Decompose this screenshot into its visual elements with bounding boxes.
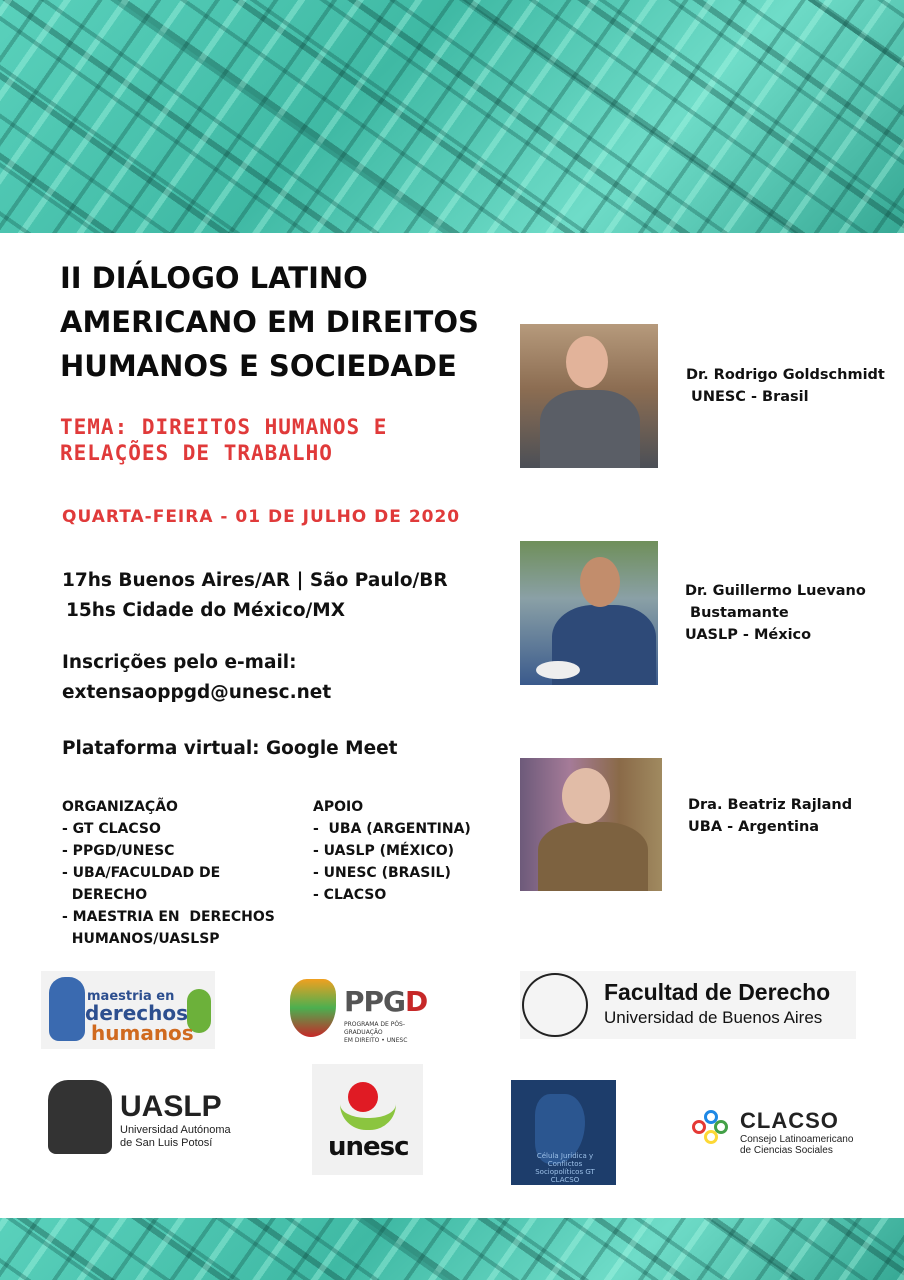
- speaker-line: UBA - Argentina: [688, 819, 820, 835]
- latin-america-map-icon: [290, 979, 336, 1037]
- maestria-logo: maestria en derechos humanos: [41, 971, 215, 1049]
- apoio-list: [313, 796, 513, 906]
- uba-logo: Facultad de Derecho Universidad de Buenos Aires: [520, 971, 856, 1039]
- time-line: 15hs Cidade do México/MX: [66, 600, 345, 621]
- title-line: HUMANOS E SOCIEDADE: [60, 349, 457, 383]
- uaslp-logo: UASLP Universidad Autónoma de San Luis Potosí: [48, 1080, 242, 1154]
- speaker-line: Bustamante: [685, 605, 789, 621]
- speaker-line: Dr. Rodrigo Goldschmidt: [686, 367, 885, 383]
- time-line: 17hs Buenos Aires/AR | São Paulo/BR: [62, 570, 448, 591]
- list-item: - CLACSO: [313, 887, 387, 903]
- list-item: - UBA (ARGENTINA): [313, 821, 471, 837]
- speaker-info: [685, 580, 866, 646]
- event-theme: [60, 414, 480, 466]
- organizacao-list: [62, 796, 302, 950]
- apoio-heading: APOIO: [313, 799, 364, 815]
- speaker-line: Dra. Beatriz Rajland: [688, 797, 853, 813]
- speaker-info: [686, 364, 885, 408]
- top-banner-image: [0, 0, 904, 233]
- speaker-line: Dr. Guillermo Luevano: [685, 583, 866, 599]
- title-line: AMERICANO EM DIREITOS: [60, 305, 479, 339]
- event-title: [60, 256, 500, 388]
- list-item: - UBA/FACULDAD DE: [62, 865, 221, 881]
- celula-juridica-logo: Célula Jurídica y Conflictos Sociopolíticos GT CLACSO: [511, 1080, 616, 1185]
- list-item: - UNESC (BRASIL): [313, 865, 451, 881]
- knot-icon: [692, 1110, 730, 1148]
- organizacao-heading: ORGANIZAÇÃO: [62, 799, 178, 815]
- list-item: - PPGD/UNESC: [62, 843, 175, 859]
- list-item: DERECHO: [62, 887, 148, 903]
- list-item: - GT CLACSO: [62, 821, 161, 837]
- registration-email[interactable]: extensaoppgd@unesc.net: [62, 682, 332, 703]
- seal-icon: [522, 973, 588, 1037]
- crest-icon: [48, 1080, 112, 1154]
- list-item: HUMANOS/UASLSP: [62, 931, 220, 947]
- theme-line: RELAÇÕES DE TRABALHO: [60, 441, 333, 465]
- event-date: QUARTA-FEIRA - 01 DE JULHO DE 2020: [62, 507, 461, 527]
- bottom-banner-image: [0, 1218, 904, 1280]
- ppgd-logo: PPGD PROGRAMA DE PÓS-GRADUAÇÃO EM DIREITO • UNESC: [286, 975, 436, 1045]
- title-line: II DIÁLOGO LATINO: [60, 261, 368, 295]
- registration-info: [62, 648, 331, 708]
- theme-line: TEMA: DIREITOS HUMANOS E: [60, 415, 388, 439]
- registration-label: Inscrições pelo e-mail:: [62, 652, 297, 673]
- speaker-photo: [520, 758, 662, 891]
- hand-icon: [49, 977, 85, 1041]
- speaker-line: UASLP - México: [685, 627, 812, 643]
- speaker-line: UNESC - Brasil: [686, 389, 809, 405]
- speaker-photo: [520, 541, 658, 685]
- speaker-photo: [520, 324, 658, 468]
- list-item: - MAESTRIA EN DERECHOS: [62, 909, 275, 925]
- event-times: [62, 566, 448, 626]
- list-item: - UASLP (MÉXICO): [313, 843, 455, 859]
- speaker-info: [688, 794, 852, 838]
- unesc-logo: unesc: [312, 1064, 423, 1175]
- platform-info: Plataforma virtual: Google Meet: [62, 738, 398, 759]
- clacso-logo: CLACSO Consejo Latinoamericano de Ciencias Sociales: [690, 1104, 858, 1156]
